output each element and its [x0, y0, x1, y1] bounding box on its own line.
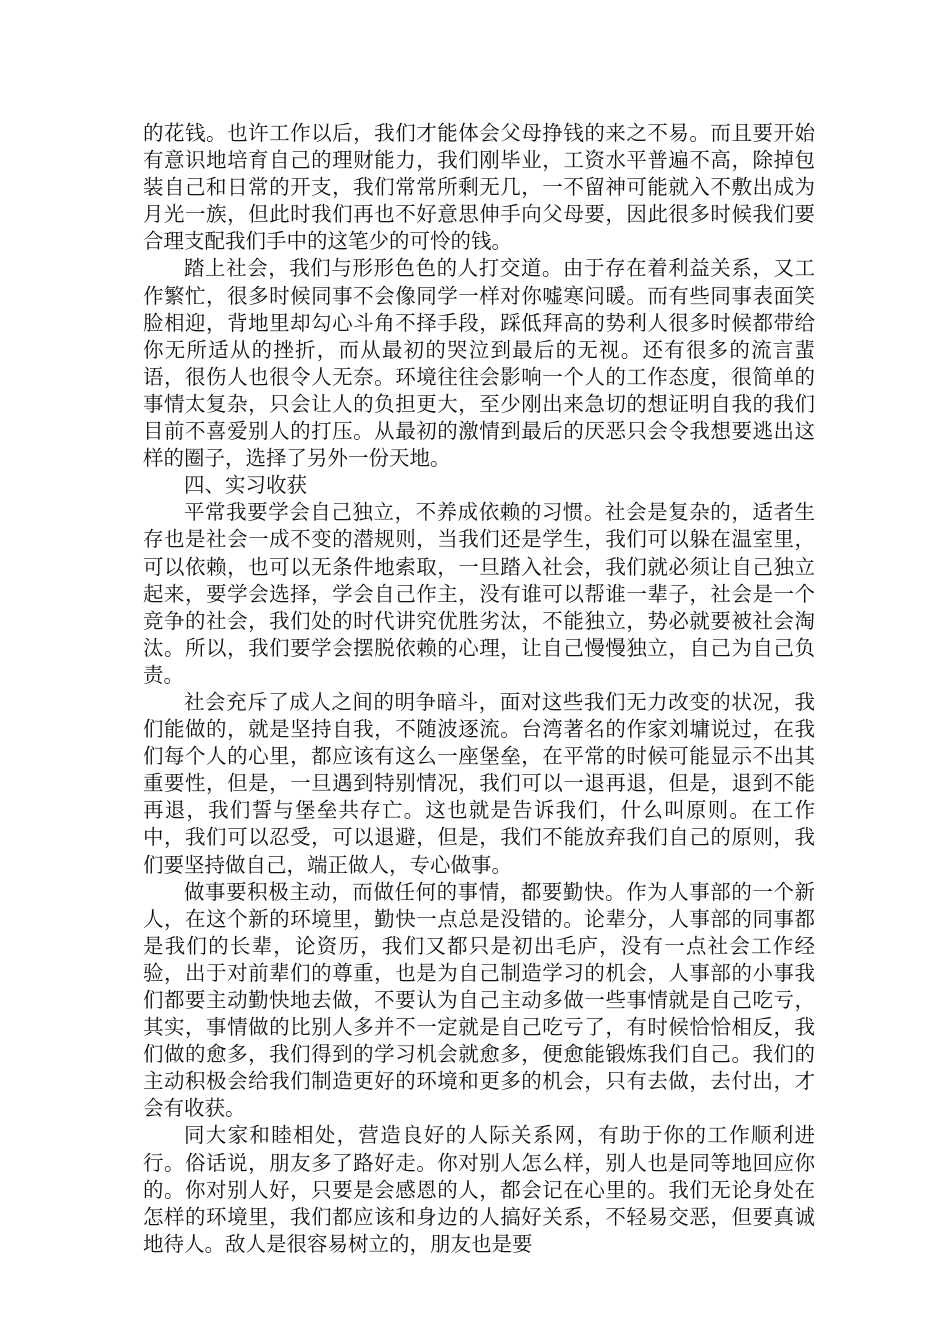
paragraph-continuation: 的花钱。也许工作以后，我们才能体会父母挣钱的来之不易。而且要开始有意识地培育自己的理财能力，我们刚毕业，工资水平普遍不高，除掉包装自己和日常的开支，我们常常所剩无几，一不留神可能就入不敷出成为月光一族，但此时我们再也不好意思伸手向父母要，因此很多时候我们要合理支配我们手中的这笔少的可怜的钱。 [143, 121, 815, 254]
paragraph-social-relations: 踏上社会，我们与形形色色的人打交道。由于存在着利益关系，又工作繁忙，很多时候同事不会像同学一样对你嘘寒问暖。而有些同事表面笑脸相迎，背地里却勾心斗角不择手段，踩低拜高的势利人很多时候都带给你无所适从的挫折，而从最初的哭泣到最后的无视。还有很多的流言蜚语，很伤人也很令人无奈。环境往往会影响一个人的工作态度，很简单的事情太复杂，只会让人的负担更大，至少刚出来急切的想证明自我的我们目前不喜爱别人的打压。从最初的激情到最后的厌恶只会令我想要逃出这样的圈子，选择了另外一份天地。 [143, 256, 815, 471]
section-heading-internship-gains: 四、实习收获 [184, 473, 307, 498]
paragraph-proactive: 做事要积极主动，而做任何的事情，都要勤快。作为人事部的一个新人，在这个新的环境里，勤快一点总是没错的。论辈分，人事部的同事都是我们的长辈，论资历，我们又都只是初出毛庐，没有一点社会工作经验，出于对前辈们的尊重，也是为自己制造学习的机会，人事部的小事我们都要主动勤快地去做，不要认为自己主动多做一些事情就是自己吃亏，其实，事情做的比别人多并不一定就是自己吃亏了，有时候恰恰相反，我们做的愈多，我们得到的学习机会就愈多，便愈能锻炼我们自己。我们的主动积极会给我们制造更好的环境和更多的机会，只有去做，去付出，才会有收获。 [143, 879, 815, 1121]
paragraph-independence: 平常我要学会自己独立，不养成依赖的习惯。社会是复杂的，适者生存也是社会一成不变的潜规则，当我们还是学生，我们可以躲在温室里，可以依赖，也可以无条件地索取，一旦踏入社会，我们就必须让自己独立起来，要学会选择，学会自己作主，没有谁可以帮谁一辈子，社会是一个竞争的社会，我们处的时代讲究优胜劣汰，不能独立，势必就要被社会淘汰。所以，我们要学会摆脱依赖的心理，让自己慢慢独立，自己为自己负责。 [143, 500, 815, 687]
paragraph-principles: 社会充斥了成人之间的明争暗斗，面对这些我们无力改变的状况，我们能做的，就是坚持自我，不随波逐流。台湾著名的作家刘墉说过，在我们每个人的心里，都应该有这么一座堡垒，在平常的时候可能显示不出其重要性，但是，一旦遇到特别情况，我们可以一退再退，但是，退到不能再退，我们誓与堡垒共存亡。这也就是告诉我们，什么叫原则。在工作中，我们可以忍受，可以退避，但是，我们不能放弃我们自己的原则，我们要坚持做自己，端正做人，专心做事。 [143, 689, 815, 877]
paragraph-relationships: 同大家和睦相处，营造良好的人际关系网，有助于你的工作顺利进行。俗话说，朋友多了路好走。你对别人怎么样，别人也是同等地回应你的。你对别人好，只要是会感恩的人，都会记在心里的。我们无论身处在怎样的环境里，我们都应该和身边的人搞好关系，不轻易交恶，但要真诚地待人。敌人是很容易树立的，朋友也是要 [143, 1123, 815, 1256]
document-page [143, 120, 815, 1258]
